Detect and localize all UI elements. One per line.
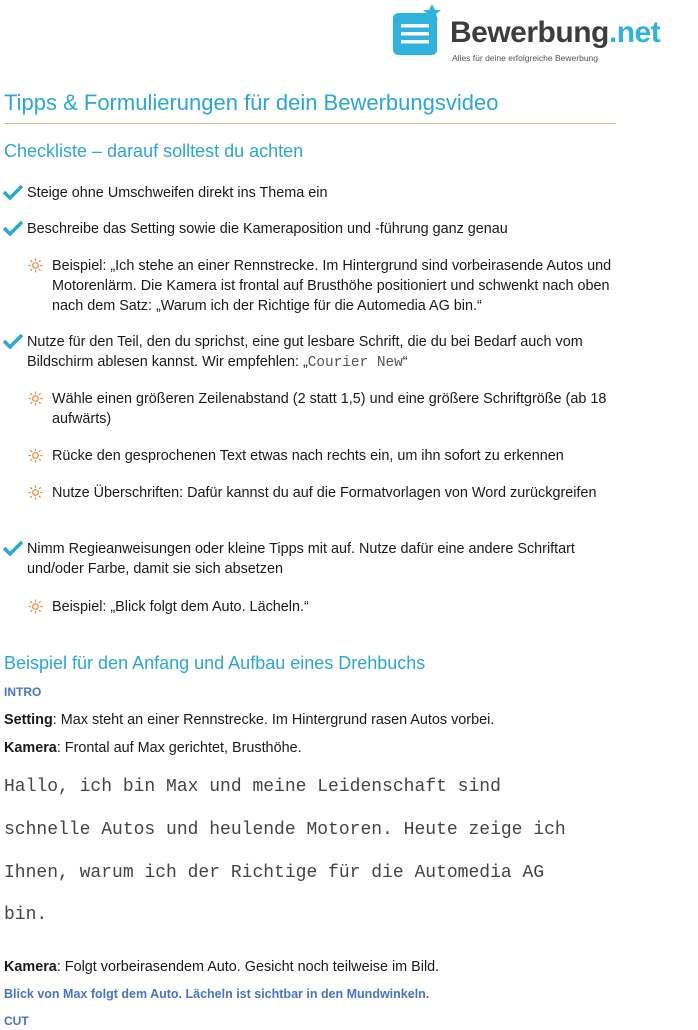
script-heading: Beispiel für den Anfang und Aufbau eines Drehbuchs (4, 653, 426, 673)
notepad-icon (392, 4, 446, 58)
lightbulb-icon (28, 448, 43, 463)
brand-logo (392, 2, 696, 66)
checklist-subitem: Beispiel: „Blick folgt dem Auto. Lächeln.“ (52, 599, 309, 615)
checkmark-icon (3, 220, 23, 236)
checklist-item: Nimm Regieanweisungen oder kleine Tipps mit auf. Nutze dafür eine andere Schriftart und/oder Farbe, damit sie sich absetzen (27, 541, 575, 577)
checklist-subitem: Beispiel: „Ich stehe an einer Rennstrecke. Im Hintergrund sind vorbeirasende Autos und Motorenlärm. Die Kamera ist frontal auf Brusthöhe positioniert und schwenkt nach oben nach dem Satz: „Warum ich der Richtige für die Automedia AG bin.“ (52, 258, 612, 314)
checklist-item: Nutze für den Teil, den du sprichst, eine gut lesbare Schrift, die du bei Bedarf auch vom Bildschirm ablesen kannst. Wir empfehlen: „Courier New“ (27, 334, 583, 371)
lightbulb-icon (28, 258, 43, 273)
speech-line: bin. (4, 905, 48, 925)
camera-line: Kamera: Frontal auf Max gerichtet, Brusthöhe. (4, 740, 302, 756)
page-title: Tipps & Formulierungen für dein Bewerbungsvideo (4, 90, 499, 115)
title-divider (4, 123, 616, 124)
speech-line: Hallo, ich bin Max und meine Leidenschaft sind (4, 777, 501, 797)
checkmark-icon (3, 540, 23, 556)
setting-line: Setting: Max steht an einer Rennstrecke. Im Hintergrund rasen Autos vorbei. (4, 712, 495, 728)
checkmark-icon (3, 333, 23, 349)
intro-label: INTRO (4, 685, 42, 699)
lightbulb-icon (28, 391, 43, 406)
font-name: Courier New (307, 355, 403, 371)
lightbulb-icon (28, 485, 43, 500)
speech-line: Ihnen, warum ich der Richtige für die Automedia AG (4, 863, 545, 883)
checklist-item: Beschreibe das Setting sowie die Kameraposition und -führung ganz genau (27, 221, 508, 237)
checklist-subitem: Nutze Überschriften: Dafür kannst du auf die Formatvorlagen von Word zurückgreifen (52, 485, 597, 501)
stage-direction: Blick von Max folgt dem Auto. Lächeln ist sichtbar in den Mundwinkeln. (4, 987, 430, 1001)
brand-tagline: Alles für deine erfolgreiche Bewerbung (452, 53, 599, 63)
checkmark-icon (3, 184, 23, 200)
checklist-heading: Checkliste – darauf solltest du achten (4, 141, 304, 161)
brand-name: Bewerbung.net (450, 16, 661, 49)
checklist-item: Steige ohne Umschweifen direkt ins Thema ein (27, 185, 328, 201)
camera-line-2: Kamera: Folgt vorbeirasendem Auto. Gesicht noch teilweise im Bild. (4, 959, 440, 975)
lightbulb-icon (28, 599, 43, 614)
checklist-subitem: Wähle einen größeren Zeilenabstand (2 statt 1,5) und eine größere Schriftgröße (ab 18 aufwärts) (52, 391, 607, 427)
cut-label: CUT (4, 1014, 29, 1028)
speech-line: schnelle Autos und heulende Motoren. Heute zeige ich (4, 820, 566, 840)
checklist-subitem: Rücke den gesprochenen Text etwas nach rechts ein, um ihn sofort zu erkennen (52, 448, 564, 464)
